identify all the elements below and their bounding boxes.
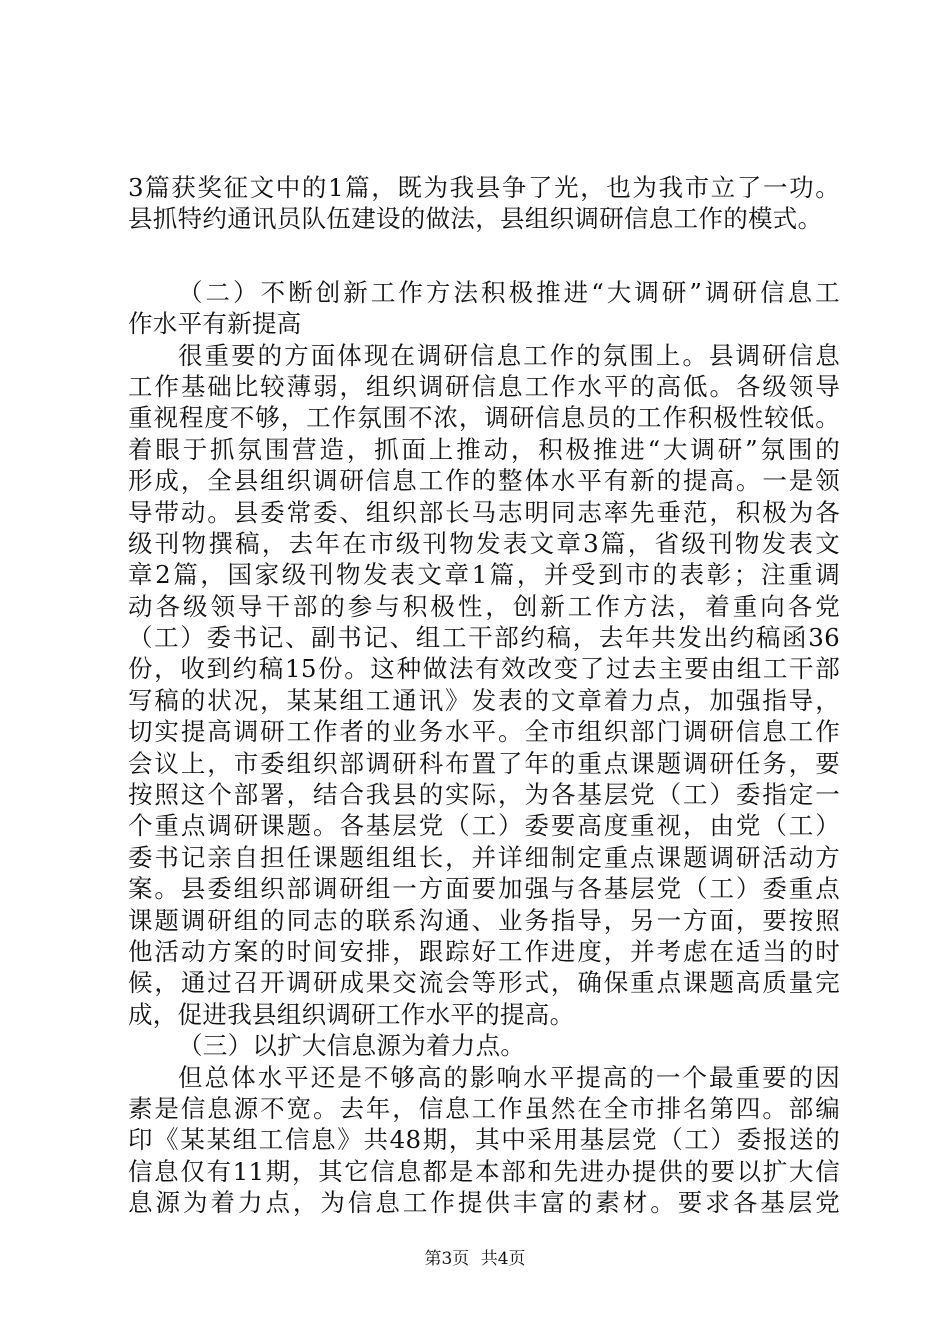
paragraph: [128, 277, 840, 340]
page-footer: [0, 1244, 950, 1269]
page-total: 共4页: [480, 1249, 526, 1269]
page-number: 第3页: [424, 1249, 470, 1269]
text-line: 印《某某组工信息》共48期，其中采用基层党（工）委报送的: [128, 1125, 840, 1155]
text-line: 动各级领导干部的参与积极性，创新工作方法，着重向各党: [128, 591, 840, 621]
text-line: （工）委书记、副书记、组工干部约稿，去年共发出约稿函36: [128, 623, 840, 653]
text-line: 工作基础比较薄弱，组织调研信息工作水平的高低。各级领导: [128, 371, 840, 401]
text-line: 重视程度不够，工作氛围不浓，调研信息员的工作积极性较低。: [128, 403, 840, 433]
text-line: 案。县委组织部调研组一方面要加强与各基层党（工）委重点: [128, 874, 840, 904]
text-line: 形成，全县组织调研信息工作的整体水平有新的提高。一是领: [128, 466, 840, 496]
text-line: 个重点调研课题。各基层党（工）委要高度重视，由党（工）: [128, 811, 840, 841]
text-line: 写稿的状况，某某组工通讯》发表的文章着力点，加强指导，: [128, 685, 840, 715]
text-line: 着眼于抓氛围营造，抓面上推动，积极推进“大调研”氛围的: [128, 434, 840, 464]
text-line: 息源为着力点，为信息工作提供丰富的素材。要求各基层党: [128, 1188, 840, 1218]
text-line: 份，收到约稿15份。这种做法有效改变了过去主要由组工干部: [128, 654, 840, 684]
text-line: （二）不断创新工作方法积极推进“大调研”调研信息工: [178, 277, 840, 307]
text-line: 级刊物撰稿，去年在市级刊物发表文章3篇，省级刊物发表文: [128, 528, 840, 558]
paragraph: [128, 172, 840, 235]
paragraph: [128, 340, 840, 1031]
text-line: 会议上，市委组织部调研科布置了年的重点课题调研任务，要: [128, 748, 840, 778]
text-line: 委书记亲自担任课题组组长，并详细制定重点课题调研活动方: [128, 842, 840, 872]
text-line: 作水平有新提高: [128, 309, 302, 339]
text-line: 切实提高调研工作者的业务水平。全市组织部门调研信息工作: [128, 717, 840, 747]
text-line: 成，促进我县组织调研工作水平的提高。: [128, 999, 575, 1029]
text-line: 县抓特约通讯员队伍建设的做法，县组织调研信息工作的模式。: [128, 204, 823, 234]
paragraph: [128, 1062, 840, 1219]
text-line: 候，通过召开调研成果交流会等形式，确保重点课题高质量完: [128, 968, 840, 998]
text-line: 课题调研组的同志的联系沟通、业务指导，另一方面，要按照: [128, 905, 840, 935]
document-body: [128, 172, 840, 1219]
text-line: 3篇获奖征文中的1篇，既为我县争了光，也为我市立了一功。: [128, 173, 840, 202]
paragraph: [128, 1030, 840, 1061]
text-line: 他活动方案的时间安排，跟踪好工作进度，并考虑在适当的时: [128, 936, 840, 966]
text-line: 但总体水平还是不够高的影响水平提高的一个最重要的因: [178, 1062, 840, 1092]
text-line: 按照这个部署，结合我县的实际，为各基层党（工）委指定一: [128, 780, 840, 810]
text-line: 信息仅有11期，其它信息都是本部和先进办提供的要以扩大信: [128, 1156, 840, 1186]
paragraph-gap: [128, 235, 840, 277]
text-line: 素是信息源不宽。去年，信息工作虽然在全市排名第四。部编: [128, 1093, 840, 1123]
text-line: 导带动。县委常委、组织部长马志明同志率先垂范，积极为各: [128, 497, 840, 527]
text-line: （三）以扩大信息源为着力点。: [178, 1031, 526, 1061]
text-line: 章2篇，国家级刊物发表文章1篇，并受到市的表彰；注重调: [128, 560, 840, 590]
text-line: 很重要的方面体现在调研信息工作的氛围上。县调研信息: [178, 340, 840, 370]
